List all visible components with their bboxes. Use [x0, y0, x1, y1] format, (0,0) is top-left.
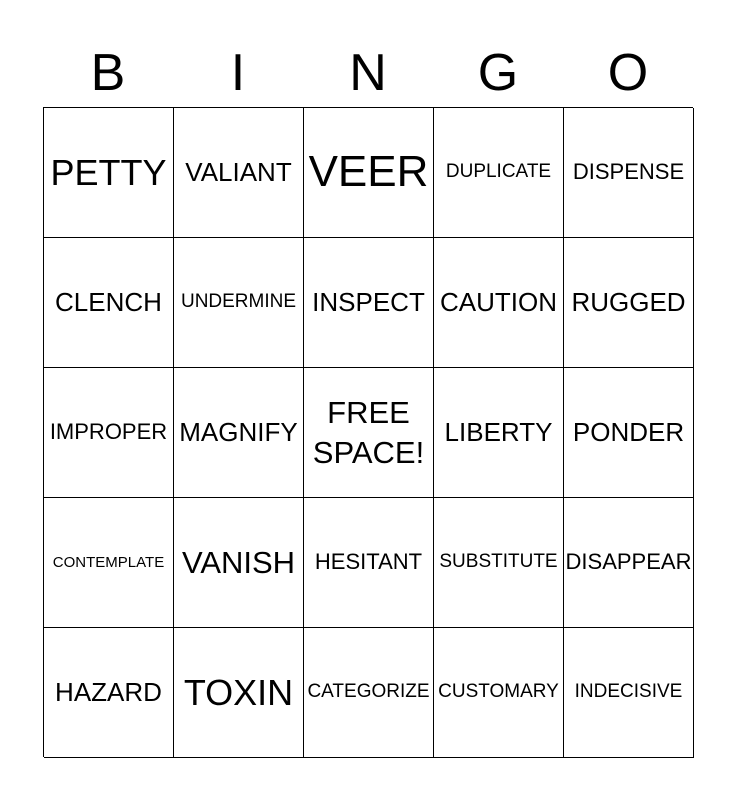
header-letter-g: G	[477, 44, 519, 102]
free-space-cell: FREE SPACE!	[304, 368, 434, 498]
bingo-cell: MAGNIFY	[174, 368, 304, 498]
bingo-cell: CONTEMPLATE	[44, 498, 174, 628]
bingo-cell: UNDERMINE	[174, 238, 304, 368]
bingo-cell: SUBSTITUTE	[434, 498, 564, 628]
bingo-header	[43, 40, 693, 106]
bingo-cell: HAZARD	[44, 628, 174, 758]
bingo-cell: CATEGORIZE	[304, 628, 434, 758]
bingo-cell: HESITANT	[304, 498, 434, 628]
header-letter-i: I	[230, 44, 246, 102]
bingo-cell: CUSTOMARY	[434, 628, 564, 758]
header-letter-b: B	[90, 44, 126, 102]
bingo-cell: DISAPPEAR	[564, 498, 694, 628]
bingo-cell: LIBERTY	[434, 368, 564, 498]
bingo-cell: VEER	[304, 108, 434, 238]
bingo-cell: CAUTION	[434, 238, 564, 368]
bingo-cell: TOXIN	[174, 628, 304, 758]
bingo-cell: VALIANT	[174, 108, 304, 238]
bingo-cell: INDECISIVE	[564, 628, 694, 758]
bingo-grid	[43, 107, 693, 757]
bingo-cell: PETTY	[44, 108, 174, 238]
bingo-cell: CLENCH	[44, 238, 174, 368]
header-letter-n: N	[349, 44, 387, 102]
bingo-cell: DISPENSE	[564, 108, 694, 238]
bingo-cell: VANISH	[174, 498, 304, 628]
bingo-cell: IMPROPER	[44, 368, 174, 498]
bingo-cell: DUPLICATE	[434, 108, 564, 238]
header-letter-o: O	[607, 44, 649, 102]
bingo-cell: PONDER	[564, 368, 694, 498]
bingo-cell: INSPECT	[304, 238, 434, 368]
bingo-cell: RUGGED	[564, 238, 694, 368]
